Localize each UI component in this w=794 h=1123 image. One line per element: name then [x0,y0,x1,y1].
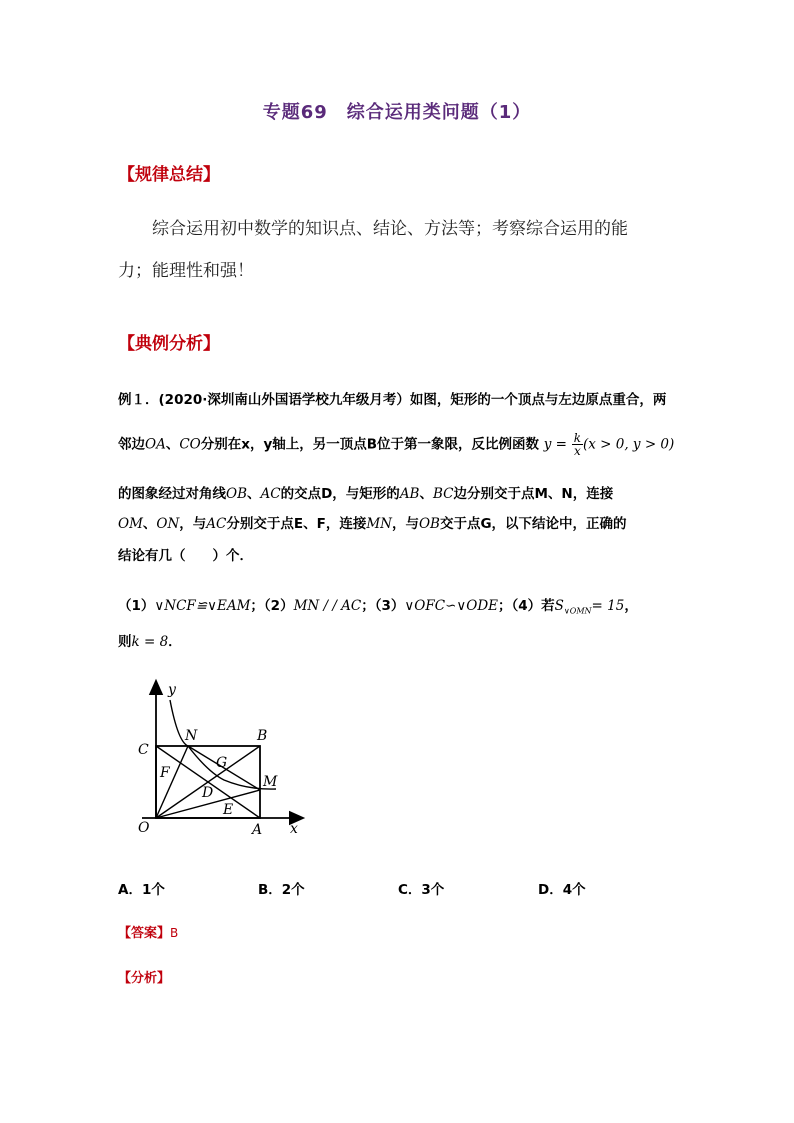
q-sep: 、 [165,436,180,453]
section-examples-heading: 【典例分析】 [118,334,220,354]
q-func-y: y = [543,436,567,453]
label-e: E [223,802,234,818]
section-rules-heading: 【规律总结】 [118,165,220,185]
summary-text-1: 综合运用初中数学的知识点、结论、方法等；考察综合运用的能 [152,219,628,239]
label-f: F [160,765,170,781]
q-stmt-1-num: （1） [118,598,155,614]
page-title: 专题69 综合运用类问题（1） [262,102,532,123]
question-line-5: 结论有几（ ）个． [118,548,253,564]
q-sep: 、 [142,516,157,532]
q-math-co: CO [179,436,201,453]
q-text: 的交点D，与矩形的 [280,486,400,502]
choice-b[interactable]: B．2个 [258,882,305,898]
analysis-label: 【分析】 [118,971,171,986]
label-n: N [185,728,198,744]
q-sep: 、 [247,486,261,502]
question-statements [118,596,688,622]
question-line-k [118,632,688,652]
q-stmt-2-num: ；（2） [250,598,294,614]
q-math-ob: OB [226,486,247,502]
question-line-4 [118,514,688,534]
q-func-denominator: x [573,444,581,458]
q-text: 边分别交于点M、N，连接 [453,486,614,502]
q-stmt-2: MN / / AC [293,598,362,614]
q-stmt-4-num: ；（4）若 [498,598,555,614]
q-stmt-1: ∨NCF≌∨EAM [154,598,251,614]
summary-paragraph [118,208,678,292]
label-a: A [252,822,263,838]
q-math-ac: AC [260,486,281,502]
q-func-numerator: k [573,431,581,445]
label-x: x [290,821,298,837]
q-text: 邻边 [118,436,145,453]
label-b: B [257,728,268,744]
label-o: O [138,820,150,836]
q-text: 则 [118,634,132,650]
question-line-3 [118,484,688,504]
q-math-om: OM [118,516,143,532]
question-line-1: 例１．(2020·深圳南山外国语学校九年级月考）如图，矩形的一个顶点与左边原点重合，两 [118,392,667,408]
q-math-oa: OA [145,436,166,453]
q-text: 分别在x，y轴上，另一顶点B位于第一象限，反比例函数 [200,436,540,453]
q-text: 交于点G，以下结论中，正确的 [439,516,627,532]
q-stmt-3: ∨OFC∽∨ODE [404,598,499,614]
label-c: C [138,742,149,758]
choice-c[interactable]: C．3个 [398,882,445,898]
q-math-mn: MN [366,516,392,532]
summary-line-1 [118,208,678,250]
q-text: 的图象经过对角线 [118,486,226,502]
summary-line-2: 力；能理性和强！ [118,261,254,281]
q-text: ． [168,634,182,650]
label-m: M [263,774,278,790]
answer-line [118,922,178,941]
q-math-ab: AB [399,486,420,502]
q-text: 分别交于点E、F，连接 [226,516,367,532]
answer-value: B [170,926,179,940]
q-func-condition: (x > 0, y > 0) [582,436,675,453]
q-sep: ， [624,598,638,614]
choice-d[interactable]: D．4个 [538,882,586,898]
q-func-fraction [572,432,583,457]
q-math-bc: BC [432,486,454,502]
label-y: y [168,682,176,698]
q-sep: 、 [419,486,433,502]
question-line-2 [118,432,688,457]
q-math-ac: AC [206,516,227,532]
q-stmt-3-num: ；（3） [361,598,405,614]
geometry-figure [120,672,320,852]
q-stmt-4-s: S [554,598,564,614]
q-math-ob: OB [418,516,440,532]
q-text: ，与 [391,516,419,532]
q-stmt-4-eq: = 15 [591,598,625,614]
q-math-k: k = 8 [131,634,169,650]
choice-a[interactable]: A．1个 [118,882,165,898]
answer-label: 【答案】 [118,926,171,941]
q-text: ，与 [179,516,207,532]
label-g: G [216,755,228,771]
q-math-on: ON [156,516,180,532]
q-stmt-4-sub: ∨OMN [563,606,592,616]
label-d: D [202,785,214,801]
